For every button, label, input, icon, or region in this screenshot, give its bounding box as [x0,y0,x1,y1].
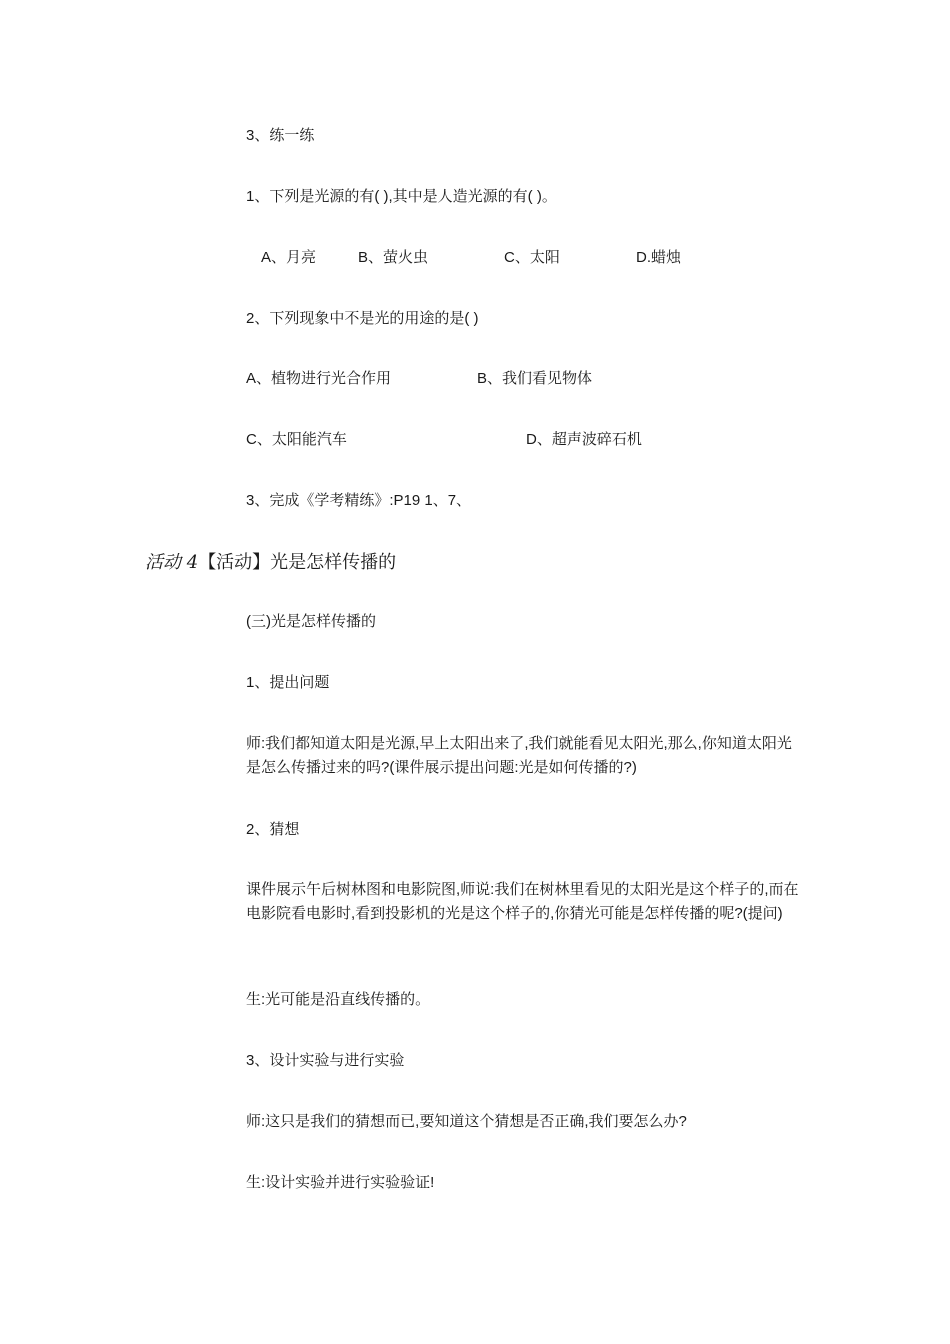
step-1: 1、提出问题 [246,674,330,691]
q2-option-b: B、我们看见物体 [477,370,593,387]
practice-title: 3、练一练 [246,127,315,144]
teacher-paragraph-1: 师:我们都知道太阳是光源,早上太阳出来了,我们就能看见太阳光,那么,你知道太阳光是怎么传播过来的吗?(课件展示提出问题:光是如何传播的?) [246,735,792,776]
question-2: 2、下列现象中不是光的用途的是( ) [246,310,479,327]
q1-option-d: D.蜡烛 [636,249,682,266]
q1-option-b: B、萤火虫 [358,249,429,266]
activity-label: 活动 4 [145,552,199,573]
q2-option-d: D、超声波碎石机 [526,431,642,448]
q2-option-a: A、植物进行光合作用 [246,370,392,387]
student-paragraph-2: 生:设计实验并进行实验验证! [246,1174,435,1191]
q1-option-c: C、太阳 [504,249,560,266]
q1-option-a: A、月亮 [261,249,317,266]
step-2: 2、猜想 [246,821,300,838]
step-3: 3、设计实验与进行实验 [246,1052,405,1069]
courseware-paragraph: 课件展示午后树林图和电影院图,师说:我们在树林里看见的太阳光是这个样子的,而在电影院看电影时,看到投影机的光是这个样子的,你猜光可能是怎样传播的呢?(提问) [246,881,799,922]
teacher-paragraph-2: 师:这只是我们的猜想而已,要知道这个猜想是否正确,我们要怎么办? [246,1113,687,1130]
question-3: 3、完成《学考精练》:P19 1、7、 [246,492,472,509]
section-title: (三)光是怎样传播的 [246,613,376,630]
activity-heading [145,550,396,576]
student-paragraph-1: 生:光可能是沿直线传播的。 [246,991,431,1008]
activity-title: 【活动】光是怎样传播的 [198,552,397,573]
question-1: 1、下列是光源的有( ),其中是人造光源的有( )。 [246,188,557,205]
q2-option-c: C、太阳能汽车 [246,431,347,448]
